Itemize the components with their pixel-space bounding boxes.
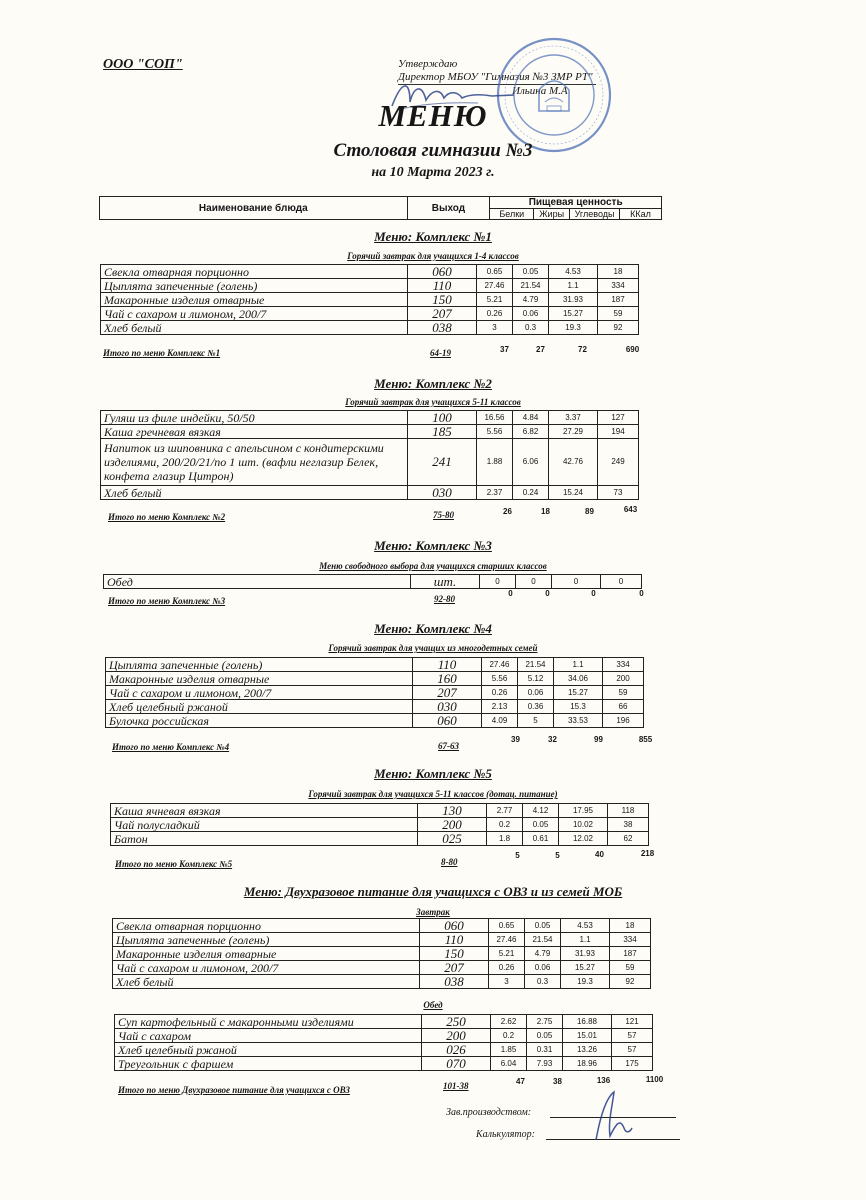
table-row (101, 307, 639, 321)
dish-name: Каша ячневая вязкая (111, 804, 418, 818)
dish-fat: 0.24 (513, 486, 549, 500)
dish-fat: 0.31 (527, 1043, 563, 1057)
director-name: Ильина М.А (512, 85, 568, 97)
dish-carbs: 3.37 (549, 411, 598, 425)
dish-carbs: 31.93 (561, 947, 610, 961)
organization-name: ООО "СОП" (103, 57, 183, 72)
dish-name: Обед (104, 575, 411, 589)
dish-name: Цыплята запеченные (голень) (113, 933, 420, 947)
menu-date: на 10 Марта 2023 г. (371, 165, 495, 180)
dish-protein: 5.21 (489, 947, 525, 961)
dish-name: Хлеб белый (101, 486, 408, 500)
table-row (113, 961, 651, 975)
dish-name: Каша гречневая вязкая (101, 425, 408, 439)
dish-output: 200 (422, 1029, 491, 1043)
dish-protein: 27.46 (477, 279, 513, 293)
total-kcal: 1100 (645, 1075, 664, 1084)
table-row (111, 804, 649, 818)
dish-fat: 21.54 (513, 279, 549, 293)
manager-label: Зав.производством: (446, 1107, 532, 1118)
dish-fat: 0.05 (525, 919, 561, 933)
dish-kcal: 59 (610, 961, 651, 975)
group-title: Горячий завтрак для учащих из многодетных семей (328, 643, 538, 653)
dish-fat: 0.61 (523, 832, 559, 846)
dish-name: Булочка российская (106, 714, 413, 728)
dish-protein: 0.65 (477, 265, 513, 279)
dish-fat: 6.82 (513, 425, 549, 439)
total-label: Итого по меню Комплекс №4 (112, 742, 230, 752)
dish-protein: 2.37 (477, 486, 513, 500)
dish-name: Макаронные изделия отварные (101, 293, 408, 307)
dish-name: Хлеб целебный ржаной (106, 700, 413, 714)
dish-fat: 0.06 (518, 686, 554, 700)
dish-protein: 0.65 (489, 919, 525, 933)
dish-name: Треугольник с фаршем (115, 1057, 422, 1071)
dish-output: 150 (420, 947, 489, 961)
calculator-label: Калькулятор: (476, 1129, 535, 1140)
dish-protein: 0.2 (491, 1029, 527, 1043)
dish-carbs: 18.96 (563, 1057, 612, 1071)
dish-output: 070 (422, 1057, 491, 1071)
dish-table (100, 410, 639, 500)
dish-fat: 7.93 (527, 1057, 563, 1071)
dish-fat: 0.3 (513, 321, 549, 335)
dish-output: 241 (408, 439, 477, 486)
dish-protein: 3 (489, 975, 525, 989)
dish-kcal: 196 (603, 714, 644, 728)
total-price: 101-38 (443, 1081, 469, 1091)
section-title: Меню: Двухразовое питание для учащихся с ОВЗ и из семей МОБ (243, 884, 623, 899)
dish-protein: 0.26 (482, 686, 518, 700)
dish-output: 150 (408, 293, 477, 307)
dish-carbs: 15.3 (554, 700, 603, 714)
dish-kcal: 57 (612, 1043, 653, 1057)
dish-output: 130 (418, 804, 487, 818)
dish-kcal: 0 (601, 575, 642, 589)
dish-kcal: 57 (612, 1029, 653, 1043)
dish-carbs: 31.93 (549, 293, 598, 307)
dish-kcal: 118 (608, 804, 649, 818)
section-title: Меню: Комплекс №3 (374, 538, 492, 553)
dish-kcal: 200 (603, 672, 644, 686)
dish-carbs: 16.88 (563, 1015, 612, 1029)
dish-protein: 0 (480, 575, 516, 589)
table-row (113, 975, 651, 989)
table-row (101, 265, 639, 279)
dish-table (112, 918, 651, 989)
dish-name: Гуляш из филе индейки, 50/50 (101, 411, 408, 425)
dish-fat: 0.05 (527, 1029, 563, 1043)
table-row (106, 658, 644, 672)
dish-name: Напиток из шиповника с апельсином с кондитерскими изделиями, 200/20/21/по 1 шт. (вафли неглазир Белек, конфета глазир Цитрон) (101, 439, 408, 486)
dish-kcal: 175 (612, 1057, 653, 1071)
approval-line-1: Утверждаю (398, 58, 458, 70)
total-protein: 37 (500, 345, 509, 354)
total-protein: 26 (503, 507, 512, 516)
table-row (111, 818, 649, 832)
dish-name: Свекла отварная порционно (113, 919, 420, 933)
dish-name: Суп картофельный с макаронными изделиями (115, 1015, 422, 1029)
dish-carbs: 15.27 (554, 686, 603, 700)
dish-protein: 1.88 (477, 439, 513, 486)
total-kcal: 643 (623, 505, 638, 514)
dish-kcal: 187 (598, 293, 639, 307)
table-row (101, 279, 639, 293)
approval-line-2: Директор МБОУ "Гимназия №3 ЗМР РТ" (398, 71, 593, 83)
dish-kcal: 92 (598, 321, 639, 335)
dish-kcal: 18 (598, 265, 639, 279)
column-fat-header: Жиры (534, 209, 570, 220)
total-carbs: 72 (578, 345, 587, 354)
dish-carbs: 34.06 (554, 672, 603, 686)
dish-output: 110 (413, 658, 482, 672)
total-fat: 0 (545, 589, 550, 598)
dish-output: 060 (413, 714, 482, 728)
section-title: Меню: Комплекс №4 (374, 621, 492, 636)
dish-kcal: 334 (610, 933, 651, 947)
column-nutrition-header: Пищевая ценность (490, 197, 662, 209)
total-protein: 0 (508, 589, 513, 598)
total-label: Итого по меню Комплекс №3 (108, 596, 226, 606)
dish-output: 038 (420, 975, 489, 989)
dish-fat: 6.06 (513, 439, 549, 486)
dish-fat: 0.05 (513, 265, 549, 279)
dish-fat: 5 (518, 714, 554, 728)
dish-output: 060 (408, 265, 477, 279)
dish-name: Цыплята запеченные (голень) (101, 279, 408, 293)
dish-fat: 2.75 (527, 1015, 563, 1029)
total-label: Итого по меню Комплекс №1 (103, 348, 221, 358)
dish-carbs: 1.1 (549, 279, 598, 293)
table-row (101, 486, 639, 500)
dish-fat: 4.84 (513, 411, 549, 425)
dish-fat: 0.06 (513, 307, 549, 321)
total-fat: 18 (541, 507, 550, 516)
dish-protein: 0.26 (477, 307, 513, 321)
dish-protein: 27.46 (489, 933, 525, 947)
dish-output: 200 (418, 818, 487, 832)
dish-protein: 5.56 (482, 672, 518, 686)
dish-carbs: 12.02 (559, 832, 608, 846)
total-kcal: 0 (639, 589, 644, 598)
total-fat: 5 (555, 851, 560, 860)
dish-carbs: 42.76 (549, 439, 598, 486)
table-row (101, 293, 639, 307)
dish-kcal: 66 (603, 700, 644, 714)
dish-fat: 4.12 (523, 804, 559, 818)
dish-protein: 2.77 (487, 804, 523, 818)
dish-protein: 16.56 (477, 411, 513, 425)
total-carbs: 40 (595, 850, 604, 859)
total-carbs: 89 (585, 507, 594, 516)
dish-carbs: 1.1 (554, 658, 603, 672)
dish-kcal: 18 (610, 919, 651, 933)
dish-output: 207 (408, 307, 477, 321)
dish-kcal: 194 (598, 425, 639, 439)
dish-name: Чай с сахаром и лимоном, 200/7 (113, 961, 420, 975)
table-row (111, 832, 649, 846)
dish-protein: 4.09 (482, 714, 518, 728)
dish-protein: 6.04 (491, 1057, 527, 1071)
dish-fat: 0.3 (525, 975, 561, 989)
total-price: 8-80 (441, 857, 458, 867)
dish-protein: 5.56 (477, 425, 513, 439)
dish-output: 160 (413, 672, 482, 686)
total-label: Итого по меню Комплекс №2 (108, 512, 226, 522)
dish-kcal: 334 (603, 658, 644, 672)
table-row (101, 439, 639, 486)
column-output-header: Выход (407, 197, 490, 220)
total-protein: 39 (511, 735, 520, 744)
dish-carbs: 15.01 (563, 1029, 612, 1043)
dish-carbs: 15.24 (549, 486, 598, 500)
dish-carbs: 19.3 (561, 975, 610, 989)
table-row (106, 686, 644, 700)
total-fat: 32 (548, 735, 557, 744)
total-carbs: 0 (591, 589, 596, 598)
dish-fat: 4.79 (513, 293, 549, 307)
group-title: Горячий завтрак для учащихся 1-4 классов (347, 251, 519, 261)
dish-fat: 21.54 (525, 933, 561, 947)
column-kcal-header: ККал (620, 209, 662, 220)
dish-table (114, 1014, 653, 1071)
total-kcal: 855 (638, 735, 653, 744)
dish-output: 185 (408, 425, 477, 439)
dish-carbs: 17.95 (559, 804, 608, 818)
dish-output: 110 (408, 279, 477, 293)
dish-output: 100 (408, 411, 477, 425)
table-row (101, 321, 639, 335)
table-row (113, 947, 651, 961)
total-carbs: 136 (596, 1076, 611, 1085)
table-row (101, 411, 639, 425)
dish-carbs: 13.26 (563, 1043, 612, 1057)
dish-kcal: 73 (598, 486, 639, 500)
dish-name: Цыплята запеченные (голень) (106, 658, 413, 672)
dish-kcal: 92 (610, 975, 651, 989)
column-protein-header: Белки (490, 209, 534, 220)
table-row (115, 1015, 653, 1029)
dish-name: Свекла отварная порционно (101, 265, 408, 279)
dish-protein: 5.21 (477, 293, 513, 307)
group-title: Обед (423, 1000, 443, 1010)
dish-fat: 0 (516, 575, 552, 589)
dish-name: Хлеб целебный ржаной (115, 1043, 422, 1057)
dish-protein: 27.46 (482, 658, 518, 672)
dish-kcal: 38 (608, 818, 649, 832)
dish-name: Чай с сахаром и лимоном, 200/7 (106, 686, 413, 700)
dish-name: Хлеб белый (101, 321, 408, 335)
dish-protein: 1.85 (491, 1043, 527, 1057)
dish-carbs: 1.1 (561, 933, 610, 947)
group-title: Горячий завтрак для учащихся 5-11 классов (дотац. питание) (308, 789, 558, 799)
dish-carbs: 0 (552, 575, 601, 589)
dish-protein: 2.62 (491, 1015, 527, 1029)
dish-name: Чай с сахаром и лимоном, 200/7 (101, 307, 408, 321)
column-carbs-header: Углеводы (570, 209, 620, 220)
dish-fat: 0.06 (525, 961, 561, 975)
dish-fat: 21.54 (518, 658, 554, 672)
table-row (113, 933, 651, 947)
total-price: 64-19 (430, 348, 451, 358)
table-row (101, 425, 639, 439)
dish-name: Макаронные изделия отварные (113, 947, 420, 961)
dish-kcal: 121 (612, 1015, 653, 1029)
dish-output: 207 (413, 686, 482, 700)
dish-fat: 5.12 (518, 672, 554, 686)
dish-kcal: 249 (598, 439, 639, 486)
dish-kcal: 59 (598, 307, 639, 321)
column-header-table (99, 196, 662, 220)
total-fat: 38 (553, 1077, 562, 1086)
dish-carbs: 15.27 (561, 961, 610, 975)
column-name-header: Наименование блюда (100, 197, 408, 220)
dish-output: 038 (408, 321, 477, 335)
dish-output: 030 (413, 700, 482, 714)
total-label: Итого по меню Двухразовое питание для учащихся с ОВЗ (118, 1085, 350, 1095)
dish-kcal: 187 (610, 947, 651, 961)
total-price: 67-63 (438, 741, 459, 751)
dish-protein: 0.26 (489, 961, 525, 975)
dish-name: Чай с сахаром (115, 1029, 422, 1043)
total-carbs: 99 (594, 735, 603, 744)
dish-table (103, 574, 642, 589)
total-protein: 47 (516, 1077, 525, 1086)
page-subtitle: Столовая гимназии №3 (333, 140, 533, 161)
dish-output: 026 (422, 1043, 491, 1057)
table-row (113, 919, 651, 933)
group-title: Горячий завтрак для учащихся 5-11 классов (345, 397, 521, 407)
dish-kcal: 127 (598, 411, 639, 425)
dish-fat: 0.05 (523, 818, 559, 832)
table-row (106, 700, 644, 714)
dish-output: 060 (420, 919, 489, 933)
page-title: МЕНЮ (378, 98, 488, 133)
dish-kcal: 59 (603, 686, 644, 700)
dish-protein: 3 (477, 321, 513, 335)
dish-kcal: 62 (608, 832, 649, 846)
dish-carbs: 10.02 (559, 818, 608, 832)
group-title: Меню свободного выбора для учащихся старших классов (319, 561, 547, 571)
dish-output: 030 (408, 486, 477, 500)
table-row (115, 1057, 653, 1071)
dish-table (110, 803, 649, 846)
total-price: 75-80 (433, 510, 454, 520)
total-label: Итого по меню Комплекс №5 (115, 859, 233, 869)
dish-protein: 0.2 (487, 818, 523, 832)
table-row (115, 1043, 653, 1057)
table-row (115, 1029, 653, 1043)
dish-carbs: 27.29 (549, 425, 598, 439)
dish-name: Макаронные изделия отварные (106, 672, 413, 686)
dish-table (105, 657, 644, 728)
dish-protein: 2.13 (482, 700, 518, 714)
dish-name: Батон (111, 832, 418, 846)
total-price: 92-80 (434, 594, 455, 604)
dish-fat: 0.36 (518, 700, 554, 714)
total-fat: 27 (536, 345, 545, 354)
dish-output: 207 (420, 961, 489, 975)
dish-carbs: 4.53 (549, 265, 598, 279)
dish-output: 250 (422, 1015, 491, 1029)
dish-carbs: 4.53 (561, 919, 610, 933)
dish-output: 110 (420, 933, 489, 947)
dish-carbs: 33.53 (554, 714, 603, 728)
dish-fat: 4.79 (525, 947, 561, 961)
table-row (106, 672, 644, 686)
total-kcal: 218 (640, 849, 655, 858)
section-title: Меню: Комплекс №1 (374, 229, 492, 244)
calculator-signature-icon (590, 1088, 634, 1146)
dish-name: Чай полусладкий (111, 818, 418, 832)
dish-table (100, 264, 639, 335)
section-title: Меню: Комплекс №5 (374, 766, 492, 781)
total-protein: 5 (515, 851, 520, 860)
dish-carbs: 15.27 (549, 307, 598, 321)
dish-kcal: 334 (598, 279, 639, 293)
table-row (104, 575, 642, 589)
section-title: Меню: Комплекс №2 (374, 376, 492, 391)
dish-carbs: 19.3 (549, 321, 598, 335)
table-row (106, 714, 644, 728)
total-kcal: 690 (625, 345, 640, 354)
dish-output: 025 (418, 832, 487, 846)
dish-protein: 1.8 (487, 832, 523, 846)
dish-output: шт. (411, 575, 480, 589)
group-title: Завтрак (416, 907, 450, 917)
dish-name: Хлеб белый (113, 975, 420, 989)
